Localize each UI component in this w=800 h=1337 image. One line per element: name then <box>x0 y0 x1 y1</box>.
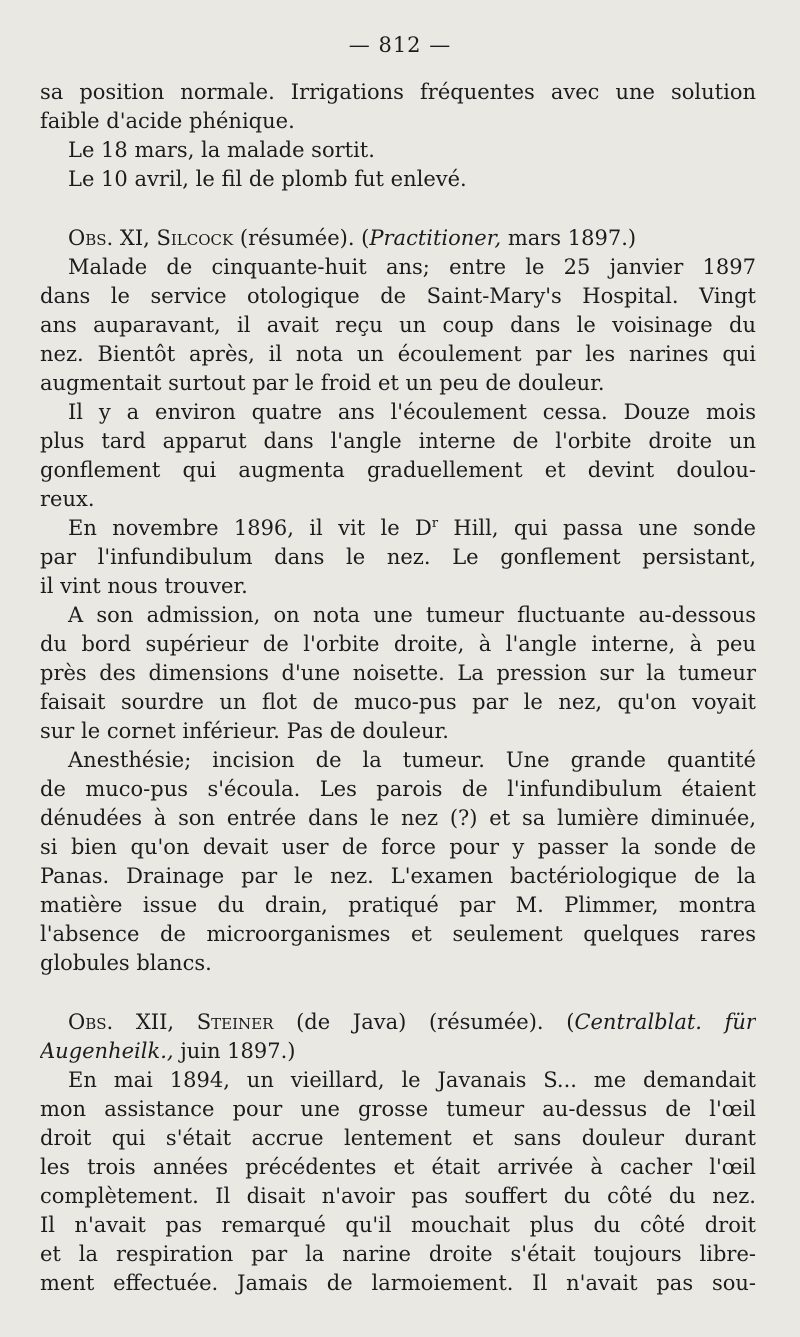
obs-number: Obs. XI, <box>68 226 150 250</box>
text-line: de muco-pus s'écoula. Les parois de l'infundibulum étaient <box>40 777 756 801</box>
obs-author: Silcock <box>156 226 234 250</box>
text-line: sa position normale. Irrigations fréquentes avec une solution <box>40 80 756 104</box>
text-line: et la respiration par la narine droite s'était toujours libre- <box>40 1242 756 1266</box>
observation-heading-xii <box>40 1008 756 1037</box>
text-line: dénudées à son entrée dans le nez (?) et sa lumière diminuée, <box>40 806 756 830</box>
text-line: Malade de cinquante-huit ans; entre le 25 janvier 1897 <box>68 255 756 279</box>
text-line: reux. <box>40 487 95 511</box>
text-line: faisait sourdre un flot de muco-pus par le nez, qu'on voyait <box>40 690 756 714</box>
text-line: Il n'avait pas remarqué qu'il mouchait plus du côté droit <box>40 1213 756 1237</box>
text-line: mon assistance pour une grosse tumeur au-dessus de l'œil <box>40 1097 756 1121</box>
obs-note: (de Java) (résumée). ( <box>296 1010 575 1034</box>
text-line: droit qui s'était accrue lentement et sans douleur durant <box>40 1126 756 1150</box>
text-line: sur le cornet inférieur. Pas de douleur. <box>40 719 449 743</box>
text-line: l'absence de microorganismes et seulement quelques rares <box>40 922 756 946</box>
text-line: nez. Bientôt après, il nota un écoulement par les narines qui <box>40 342 756 366</box>
text-line: Anesthésie; incision de la tumeur. Une grande quantité <box>68 748 756 772</box>
text-line: complètement. Il disait n'avoir pas souffert du côté du nez. <box>40 1184 756 1208</box>
obs-author: Steiner <box>196 1010 274 1034</box>
text-line: En mai 1894, un vieillard, le Javanais S... me demandait <box>68 1068 756 1092</box>
obs-date: mars 1897.) <box>507 226 637 250</box>
page-number: — 812 — <box>348 33 452 57</box>
text-line: il vint nous trouver. <box>40 574 248 598</box>
obs-source: Augenheilk., <box>40 1039 174 1063</box>
text-line: faible d'acide phénique. <box>40 109 295 133</box>
text-line: par l'infundibulum dans le nez. Le gonflement persistant, <box>40 545 756 569</box>
observation-heading-xi <box>40 224 756 253</box>
text-line: Le 18 mars, la malade sortit. <box>68 138 375 162</box>
text-line: Panas. Drainage par le nez. L'examen bactériologique de la <box>40 864 756 888</box>
text-line: Le 10 avril, le fil de plomb fut enlevé. <box>68 167 467 191</box>
superscript: r <box>431 516 439 531</box>
text-line: matière issue du drain, pratiqué par M. Plimmer, montra <box>40 893 756 917</box>
page-body <box>40 78 756 1298</box>
text-fragment: En novembre 1896, il vit le D <box>68 516 432 540</box>
text-line <box>40 1037 756 1066</box>
text-line: globules blancs. <box>40 951 212 975</box>
text-line <box>40 514 756 543</box>
text-line: du bord supérieur de l'orbite droite, à l'angle interne, à peu <box>40 632 756 656</box>
text-line: gonflement qui augmenta graduellement et devint doulou- <box>40 458 756 482</box>
text-line: ans auparavant, il avait reçu un coup dans le voisinage du <box>40 313 756 337</box>
text-line: près des dimensions d'une noisette. La pression sur la tumeur <box>40 661 756 685</box>
text-line: si bien qu'on devait user de force pour y passer la sonde de <box>40 835 756 859</box>
text-line: augmentait surtout par le froid et un peu de douleur. <box>40 371 605 395</box>
obs-source: Practitioner, <box>369 226 502 250</box>
text-line: Il y a environ quatre ans l'écoulement cessa. Douze mois <box>68 400 756 424</box>
text-line: ment effectuée. Jamais de larmoiement. Il n'avait pas sou- <box>40 1271 756 1295</box>
obs-note: (résumée). ( <box>239 226 370 250</box>
text-line: dans le service otologique de Saint-Mary's Hospital. Vingt <box>40 284 756 308</box>
text-fragment: Hill, qui passa une sonde <box>453 516 756 540</box>
text-line: A son admission, on nota une tumeur fluctuante au-dessous <box>68 603 756 627</box>
obs-source: Centralblat. für <box>574 1010 756 1034</box>
obs-date: juin 1897.) <box>180 1039 296 1063</box>
obs-number: Obs. XII, <box>68 1010 175 1034</box>
text-line: les trois années précédentes et était arrivée à cacher l'œil <box>40 1155 756 1179</box>
text-line: plus tard apparut dans l'angle interne de l'orbite droite un <box>40 429 756 453</box>
